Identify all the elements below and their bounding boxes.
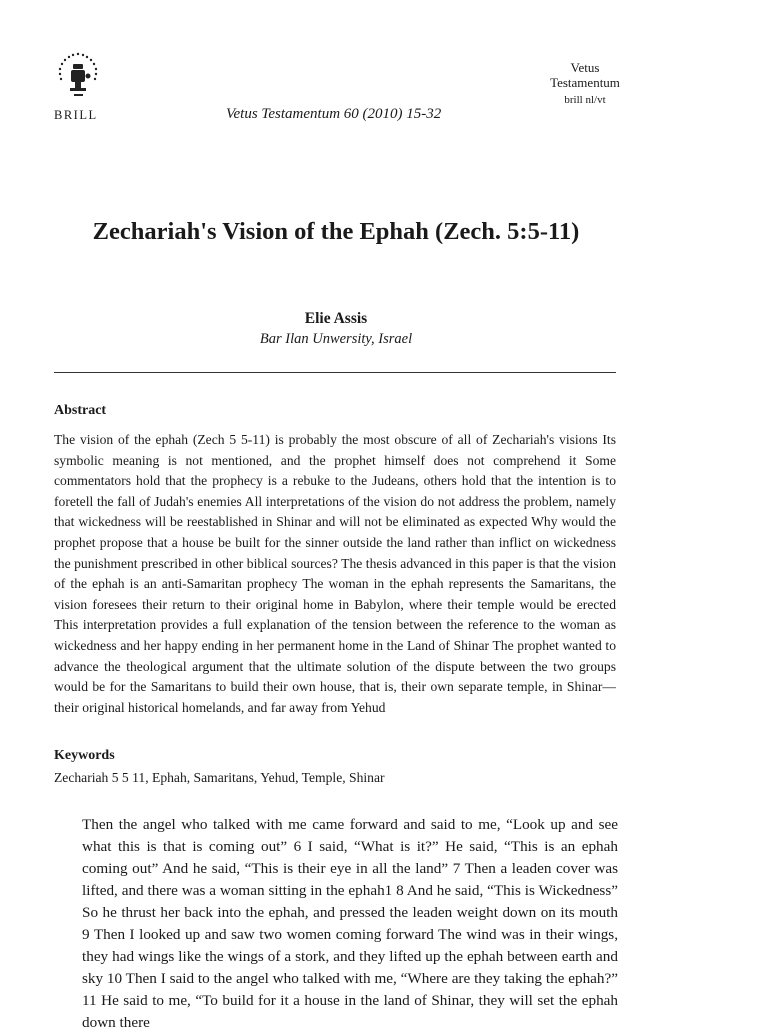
scripture-quotation <box>82 814 618 1034</box>
journal-name-line2: Testamentum <box>550 75 620 90</box>
abstract-paragraph: The vision of the ephah (Zech 5 5-11) is probably the most obscure of all of Zechariah's visions Its symbolic meaning is not mentioned, and the prophet himself does not comprehend it Some commentators hold that the prophecy is a rebuke to the Judeans, others hold that the intention is to foretell the fall of Judah's enemies All interpretations of the vision do not address the problem, namely that wickedness will be reestablished in Shinar and will not be eliminated as expected Why would the prophet propose that a house be built for the sinner outside the land rather than inflict on wickedness the punishment prescribed in other biblical sources? The thesis advanced in this paper is that the vision of the ephah is an anti-Samaritan prophecy The woman in the ephah represents the Samaritans, the vision foresees their return to their original home in Babylon, where their temple would be erected This interpretation provides a full explanation of the tension between the reference to the woman as wickedness and her happy ending in her permanent home in the Land of Shinar The prophet wanted to advance the theological argument that the ultimate solution of the dispute between the two groups would be for the Samaritans to build their own house, that is, their own separate temple, in Shinar—their original historical homelands, and far away from Yehud <box>54 432 616 715</box>
journal-url: brill nl/vt <box>564 94 606 106</box>
journal-masthead <box>520 60 650 108</box>
publisher-name: BRILL <box>54 108 98 122</box>
quotation-paragraph: Then the angel who talked with me came forward and said to me, “Look up and see what this is that is coming out” 6 I said, “What is it?” He said, “This is an ephah coming out” And he said, “This is their eye in all the land” 7 Then a leaden cover was lifted, and there was a woman sitting in the ephah1 8 And he said, “This is Wickedness” So he thrust her back into the ephah, and pressed the leaden weight down on its mouth 9 Then I looked up and saw two women coming forward The wind was in their wings, they had wings like the wings of a stork, and they lifted up the ephah between earth and sky 10 Then I said to the angel who talked with me, “Where are they taking the ephah?” 11 He said to me, “To build for it a house in the land of Shinar, they will set the ephah down there <box>82 816 618 1031</box>
journal-name-line1: Vetus <box>570 60 600 75</box>
journal-citation: Vetus Testamentum 60 (2010) 15-32 <box>226 106 442 122</box>
article-title: Zechariah's Vision of the Ephah (Zech. 5:5-11) <box>92 218 580 245</box>
brill-printer-seal-icon <box>52 48 104 100</box>
author-affiliation: Bar Ilan Unwersity, Israel <box>259 331 413 347</box>
author-name: Elie Assis <box>304 310 368 327</box>
abstract-heading: Abstract <box>54 403 107 418</box>
abstract-text <box>54 430 616 718</box>
keywords-list: Zechariah 5 5 11, Ephah, Samaritans, Yehud, Temple, Shinar <box>54 770 385 785</box>
keywords-heading: Keywords <box>54 748 115 763</box>
header-divider <box>54 372 616 373</box>
